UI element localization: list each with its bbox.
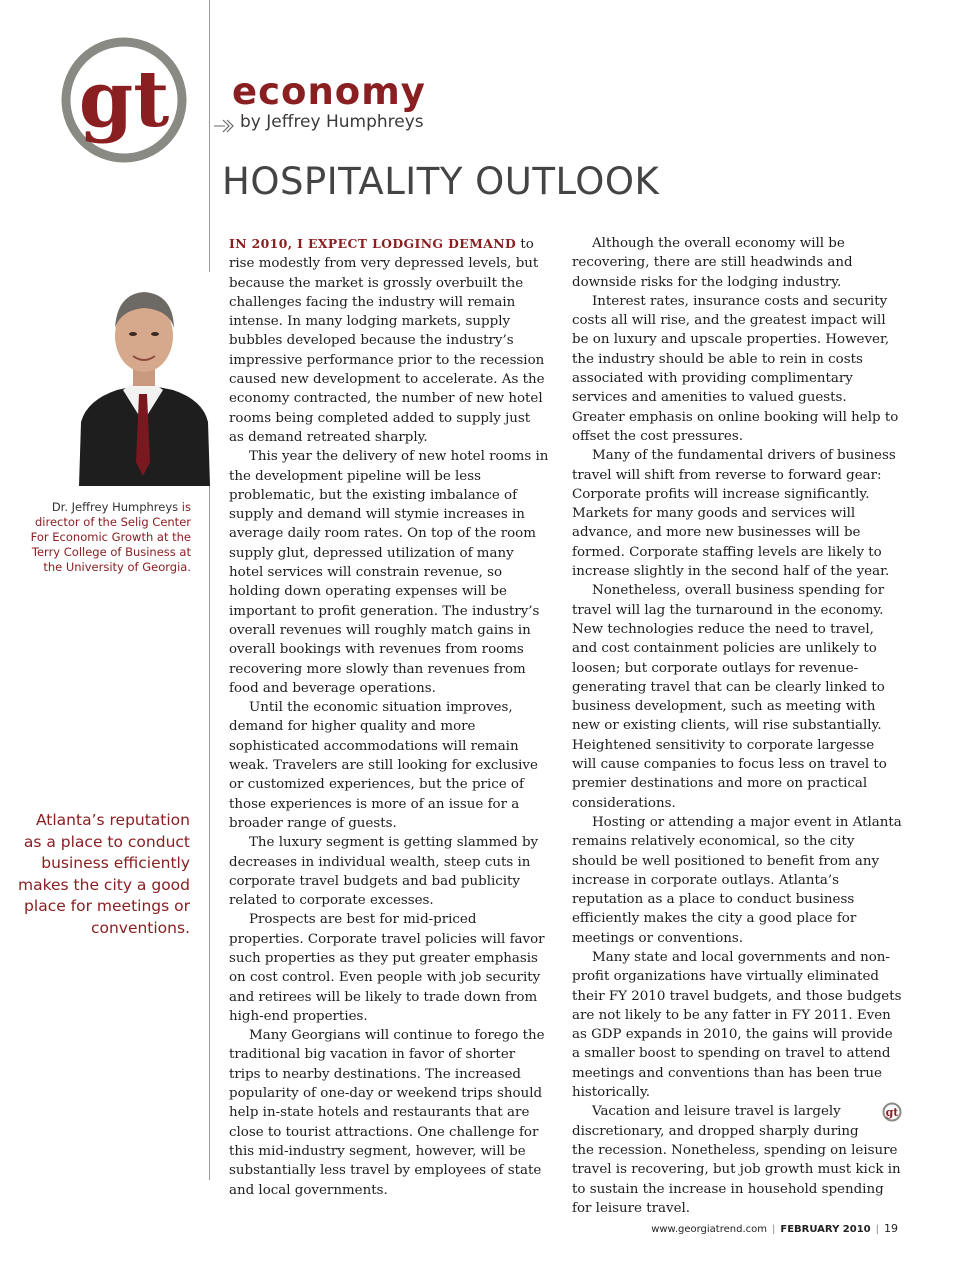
article-column-1 [229, 234, 549, 1200]
paragraph [229, 234, 549, 447]
paragraph-text: Vacation and leisure travel is largely discretionary, and dropped sharply during the recession. Nonetheless, spending on leisure travel is recovering, but job growth must kick in to sustain the increase in household spending for leisure travel. [572, 1104, 901, 1216]
lead-in: IN 2010, I EXPECT LODGING DEMAND [229, 236, 517, 251]
section-label: economy [232, 70, 426, 113]
georgia-trend-logo [60, 36, 188, 164]
page-number: 19 [884, 1222, 898, 1235]
paragraph [572, 1102, 902, 1218]
logo-text: gt [78, 54, 170, 145]
paragraph-text: to rise modestly from very depressed levels, but because the market is grossly overbuilt the challenges facing the industry will remain intense. In many lodging markets, supply bubbles developed because the industry’s impressive performance prior to the recession caused new development to accelerate. As the economy contracted, the number of new hotel rooms being completed added to supply just as demand retreated sharply. [229, 237, 545, 445]
footer-issue: FEBRUARY 2010 [780, 1224, 871, 1235]
paragraph: The luxury segment is getting slammed by decreases in individual wealth, steep cuts in corporate travel budgets and bad publicity related to corporate excesses. [229, 835, 539, 909]
article-column-2 [572, 234, 902, 1218]
caption-name: Dr. Jeffrey Humphreys [51, 500, 179, 514]
pull-quote: Atlanta’s reputation as a place to conduct business efficiently makes the city a good place for meetings or conventions. [18, 811, 190, 937]
paragraph: Nonetheless, overall business spending for travel will lag the turnaround in the economy. New technologies reduce the need to travel, and cost containment policies are unlikely to loosen; but corporate outlays for revenue-generating travel that can be clearly linked to business development, such as meeting with new or existing clients, will rise substantially. Heightened sensitivity to corporate largesse will cause companies to focus less on travel to premier destinations and more on practical considerations. [572, 583, 887, 811]
paragraph: This year the delivery of new hotel rooms in the development pipeline will be less problematic, but the existing imbalance of supply and demand will stymie increases in average daily room rates. On top of the room supply glut, depressed utilization of many hotel services will constrain revenue, so holding down operating expenses will be important to profit generation. The industry’s overall revenues will roughly match gains in overall bookings with revenues from rooms recovering more slowly than revenues from food and beverage operations. [229, 449, 549, 696]
paragraph: Many state and local governments and non-profit organizations have virtually eliminated their FY 2010 travel budgets, and those budgets are not likely to be any fatter in FY 2011. Even as GDP expands in 2010, the gains will provide a smaller boost to spending on travel to attend meetings and conventions than has been true historically. [572, 949, 902, 1101]
byline-arrow-icon [214, 118, 234, 134]
column-rule [209, 0, 210, 1180]
byline: by Jeffrey Humphreys [240, 112, 424, 132]
end-mark-icon [882, 1102, 902, 1122]
caption-text: is director of the Selig Center For Economic Growth at the Terry College of Business at the University of Georgia. [30, 500, 191, 574]
paragraph: Although the overall economy will be recovering, there are still headwinds and downside risks for the lodging industry. [572, 236, 853, 290]
paragraph: Hosting or attending a major event in Atlanta remains relatively economical, so the city should be well positioned to benefit from any increase in corporate outlays. Atlanta’s reputation as a place to conduct business efficiently makes the city a good place for meetings or conventions. [572, 814, 902, 946]
svg-text:gt: gt [885, 1106, 899, 1120]
paragraph: Many of the fundamental drivers of business travel will shift from reverse to forward gear: Corporate profits will increase significantly. Markets for many goods and services will advance, and more new businesses will be formed. Corporate staffing levels are likely to increase slightly in the second half of the year. [572, 448, 896, 580]
paragraph: Many Georgians will continue to forego the traditional big vacation in favor of shorter trips to nearby destinations. The increased popularity of one-day or weekend trips should help in-state hotels and restaurants that are close to tourist attractions. One challenge for this mid-industry segment, however, will be substantially less travel by employees of state and local governments. [229, 1028, 545, 1198]
page-footer: www.georgiatrend.com | FEBRUARY 2010 | 19 [651, 1222, 898, 1235]
photo-caption [20, 500, 191, 575]
footer-url: www.georgiatrend.com [651, 1224, 767, 1235]
article-headline: HOSPITALITY OUTLOOK [222, 160, 660, 203]
author-photo [77, 272, 210, 486]
paragraph: Until the economic situation improves, demand for higher quality and more sophisticated accommodations will remain weak. Travelers are still looking for exclusive or customized experiences, but the price of those experiences is more of an issue for a broader range of guests. [229, 700, 538, 831]
paragraph: Prospects are best for mid-priced properties. Corporate travel policies will favor such properties as they put greater emphasis on cost control. Even people with job security and retirees will be likely to trade down from high-end properties. [229, 912, 545, 1024]
paragraph: Interest rates, insurance costs and security costs all will rise, and the greatest impact will be on luxury and upscale properties. However, the industry should be able to rein in costs associated with providing complimentary services and amenities to valued guests. Greater emphasis on online booking will help to offset the cost pressures. [572, 293, 899, 444]
